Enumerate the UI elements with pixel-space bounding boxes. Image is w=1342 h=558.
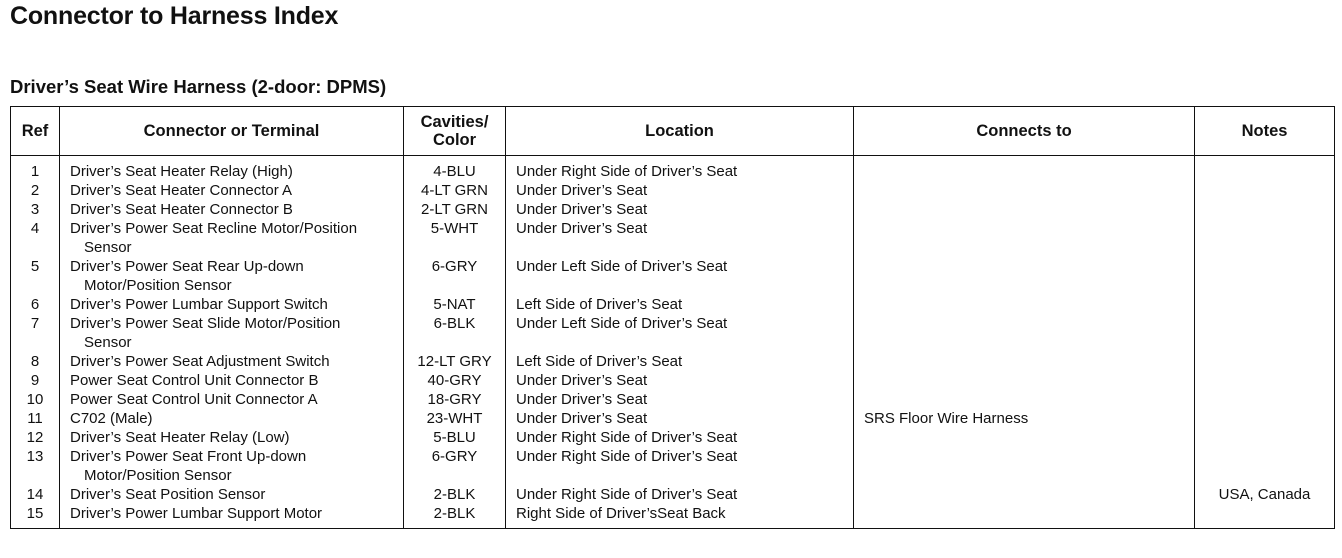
ref-cell: 15 bbox=[11, 504, 60, 529]
table-header-row bbox=[11, 107, 1335, 156]
connector-index-table bbox=[10, 106, 1335, 529]
ref-cell: 4 bbox=[11, 219, 60, 257]
location-cell: Under Left Side of Driver’s Seat bbox=[506, 314, 854, 352]
table-row bbox=[11, 390, 1335, 409]
connects-to-cell: SRS Floor Wire Harness bbox=[854, 409, 1195, 428]
notes-cell bbox=[1195, 156, 1335, 182]
ref-cell: 10 bbox=[11, 390, 60, 409]
connector-cell bbox=[60, 156, 404, 182]
cavities-cell: 12-LT GRY bbox=[404, 352, 506, 371]
connector-label: Power Seat Control Unit Connector B bbox=[70, 372, 319, 389]
column-header-cavities-line2: Color bbox=[432, 131, 477, 149]
connects-to-cell bbox=[854, 371, 1195, 390]
ref-cell: 6 bbox=[11, 295, 60, 314]
location-cell: Under Right Side of Driver’s Seat bbox=[506, 447, 854, 485]
table-row bbox=[11, 352, 1335, 371]
ref-cell: 11 bbox=[11, 409, 60, 428]
connector-cell bbox=[60, 181, 404, 200]
connector-label: Driver’s Seat Heater Connector A bbox=[70, 182, 293, 199]
ref-cell: 7 bbox=[11, 314, 60, 352]
notes-cell: USA, Canada bbox=[1195, 485, 1335, 504]
connector-label: Driver’s Seat Heater Connector B bbox=[70, 201, 293, 218]
column-header-ref: Ref bbox=[11, 107, 60, 156]
notes-cell bbox=[1195, 200, 1335, 219]
connector-label: Driver’s Power Seat Front Up-down Motor/Position Sensor bbox=[70, 448, 307, 484]
connects-to-cell bbox=[854, 257, 1195, 295]
notes-cell bbox=[1195, 219, 1335, 257]
location-cell: Under Driver’s Seat bbox=[506, 219, 854, 257]
ref-cell: 3 bbox=[11, 200, 60, 219]
connector-cell bbox=[60, 219, 404, 257]
location-cell: Under Driver’s Seat bbox=[506, 181, 854, 200]
notes-cell bbox=[1195, 352, 1335, 371]
cavities-cell: 18-GRY bbox=[404, 390, 506, 409]
table-row bbox=[11, 485, 1335, 504]
cavities-cell: 5-BLU bbox=[404, 428, 506, 447]
connector-label: C702 (Male) bbox=[70, 410, 153, 427]
table-row bbox=[11, 314, 1335, 352]
notes-cell bbox=[1195, 409, 1335, 428]
location-cell: Left Side of Driver’s Seat bbox=[506, 295, 854, 314]
connector-cell bbox=[60, 314, 404, 352]
connector-cell bbox=[60, 504, 404, 529]
cavities-cell: 4-LT GRN bbox=[404, 181, 506, 200]
connects-to-cell bbox=[854, 200, 1195, 219]
column-header-cavities-line1: Cavities/ bbox=[420, 113, 489, 131]
connects-to-cell bbox=[854, 181, 1195, 200]
location-cell: Left Side of Driver’s Seat bbox=[506, 352, 854, 371]
connects-to-cell bbox=[854, 156, 1195, 182]
table-row bbox=[11, 156, 1335, 182]
table-row bbox=[11, 257, 1335, 295]
cavities-cell: 6-BLK bbox=[404, 314, 506, 352]
location-cell: Under Driver’s Seat bbox=[506, 409, 854, 428]
connector-label: Driver’s Power Seat Slide Motor/Position Sensor bbox=[70, 315, 341, 351]
table-body bbox=[11, 156, 1335, 529]
connects-to-cell bbox=[854, 485, 1195, 504]
notes-cell bbox=[1195, 181, 1335, 200]
table-row bbox=[11, 428, 1335, 447]
connector-label: Driver’s Power Seat Recline Motor/Position Sensor bbox=[70, 220, 358, 256]
connector-cell bbox=[60, 409, 404, 428]
connects-to-cell bbox=[854, 314, 1195, 352]
ref-cell: 14 bbox=[11, 485, 60, 504]
connects-to-cell bbox=[854, 390, 1195, 409]
column-header-connects-to: Connects to bbox=[854, 107, 1195, 156]
table-row bbox=[11, 219, 1335, 257]
connector-cell bbox=[60, 257, 404, 295]
table-row bbox=[11, 295, 1335, 314]
table-row bbox=[11, 181, 1335, 200]
table-row bbox=[11, 504, 1335, 529]
location-cell: Right Side of Driver’sSeat Back bbox=[506, 504, 854, 529]
ref-cell: 12 bbox=[11, 428, 60, 447]
connector-cell bbox=[60, 390, 404, 409]
cavities-cell: 6-GRY bbox=[404, 257, 506, 295]
notes-cell bbox=[1195, 390, 1335, 409]
notes-cell bbox=[1195, 314, 1335, 352]
cavities-cell: 5-NAT bbox=[404, 295, 506, 314]
cavities-cell: 40-GRY bbox=[404, 371, 506, 390]
connector-cell bbox=[60, 352, 404, 371]
column-header-notes: Notes bbox=[1195, 107, 1335, 156]
notes-cell bbox=[1195, 295, 1335, 314]
section-title: Driver’s Seat Wire Harness (2-door: DPMS) bbox=[10, 76, 387, 97]
table-row bbox=[11, 409, 1335, 428]
connects-to-cell bbox=[854, 504, 1195, 529]
ref-cell: 1 bbox=[11, 156, 60, 182]
location-cell: Under Left Side of Driver’s Seat bbox=[506, 257, 854, 295]
ref-cell: 5 bbox=[11, 257, 60, 295]
connector-cell bbox=[60, 371, 404, 390]
connector-cell bbox=[60, 295, 404, 314]
column-header-location: Location bbox=[506, 107, 854, 156]
connects-to-cell bbox=[854, 219, 1195, 257]
ref-cell: 2 bbox=[11, 181, 60, 200]
cavities-cell: 2-BLK bbox=[404, 504, 506, 529]
cavities-cell: 5-WHT bbox=[404, 219, 506, 257]
ref-cell: 9 bbox=[11, 371, 60, 390]
ref-cell: 8 bbox=[11, 352, 60, 371]
cavities-cell: 4-BLU bbox=[404, 156, 506, 182]
location-cell: Under Right Side of Driver’s Seat bbox=[506, 485, 854, 504]
location-cell: Under Driver’s Seat bbox=[506, 200, 854, 219]
connects-to-cell bbox=[854, 428, 1195, 447]
connector-cell bbox=[60, 447, 404, 485]
connector-cell bbox=[60, 200, 404, 219]
ref-cell: 13 bbox=[11, 447, 60, 485]
location-cell: Under Driver’s Seat bbox=[506, 371, 854, 390]
connects-to-cell bbox=[854, 295, 1195, 314]
notes-cell bbox=[1195, 447, 1335, 485]
connector-label: Driver’s Seat Position Sensor bbox=[70, 486, 266, 503]
location-cell: Under Right Side of Driver’s Seat bbox=[506, 156, 854, 182]
cavities-cell: 6-GRY bbox=[404, 447, 506, 485]
connector-cell bbox=[60, 485, 404, 504]
location-cell: Under Driver’s Seat bbox=[506, 390, 854, 409]
connector-label: Power Seat Control Unit Connector A bbox=[70, 391, 318, 408]
location-cell: Under Right Side of Driver’s Seat bbox=[506, 428, 854, 447]
connects-to-cell bbox=[854, 352, 1195, 371]
connector-label: Driver’s Power Lumbar Support Motor bbox=[70, 505, 323, 522]
connector-label: Driver’s Seat Heater Relay (Low) bbox=[70, 429, 290, 446]
cavities-cell: 2-BLK bbox=[404, 485, 506, 504]
connector-label: Driver’s Seat Heater Relay (High) bbox=[70, 163, 293, 180]
notes-cell bbox=[1195, 428, 1335, 447]
notes-cell bbox=[1195, 371, 1335, 390]
notes-cell bbox=[1195, 257, 1335, 295]
connector-label: Driver’s Power Seat Rear Up-down Motor/Position Sensor bbox=[70, 258, 304, 294]
cavities-cell: 23-WHT bbox=[404, 409, 506, 428]
table-row bbox=[11, 447, 1335, 485]
connects-to-cell bbox=[854, 447, 1195, 485]
cavities-cell: 2-LT GRN bbox=[404, 200, 506, 219]
column-header-connector: Connector or Terminal bbox=[60, 107, 404, 156]
column-header-cavities bbox=[404, 107, 506, 156]
connector-label: Driver’s Power Lumbar Support Switch bbox=[70, 296, 328, 313]
connector-label: Driver’s Power Seat Adjustment Switch bbox=[70, 353, 330, 370]
table-row bbox=[11, 371, 1335, 390]
notes-cell bbox=[1195, 504, 1335, 529]
connector-cell bbox=[60, 428, 404, 447]
page-title: Connector to Harness Index bbox=[10, 2, 339, 30]
table-row bbox=[11, 200, 1335, 219]
